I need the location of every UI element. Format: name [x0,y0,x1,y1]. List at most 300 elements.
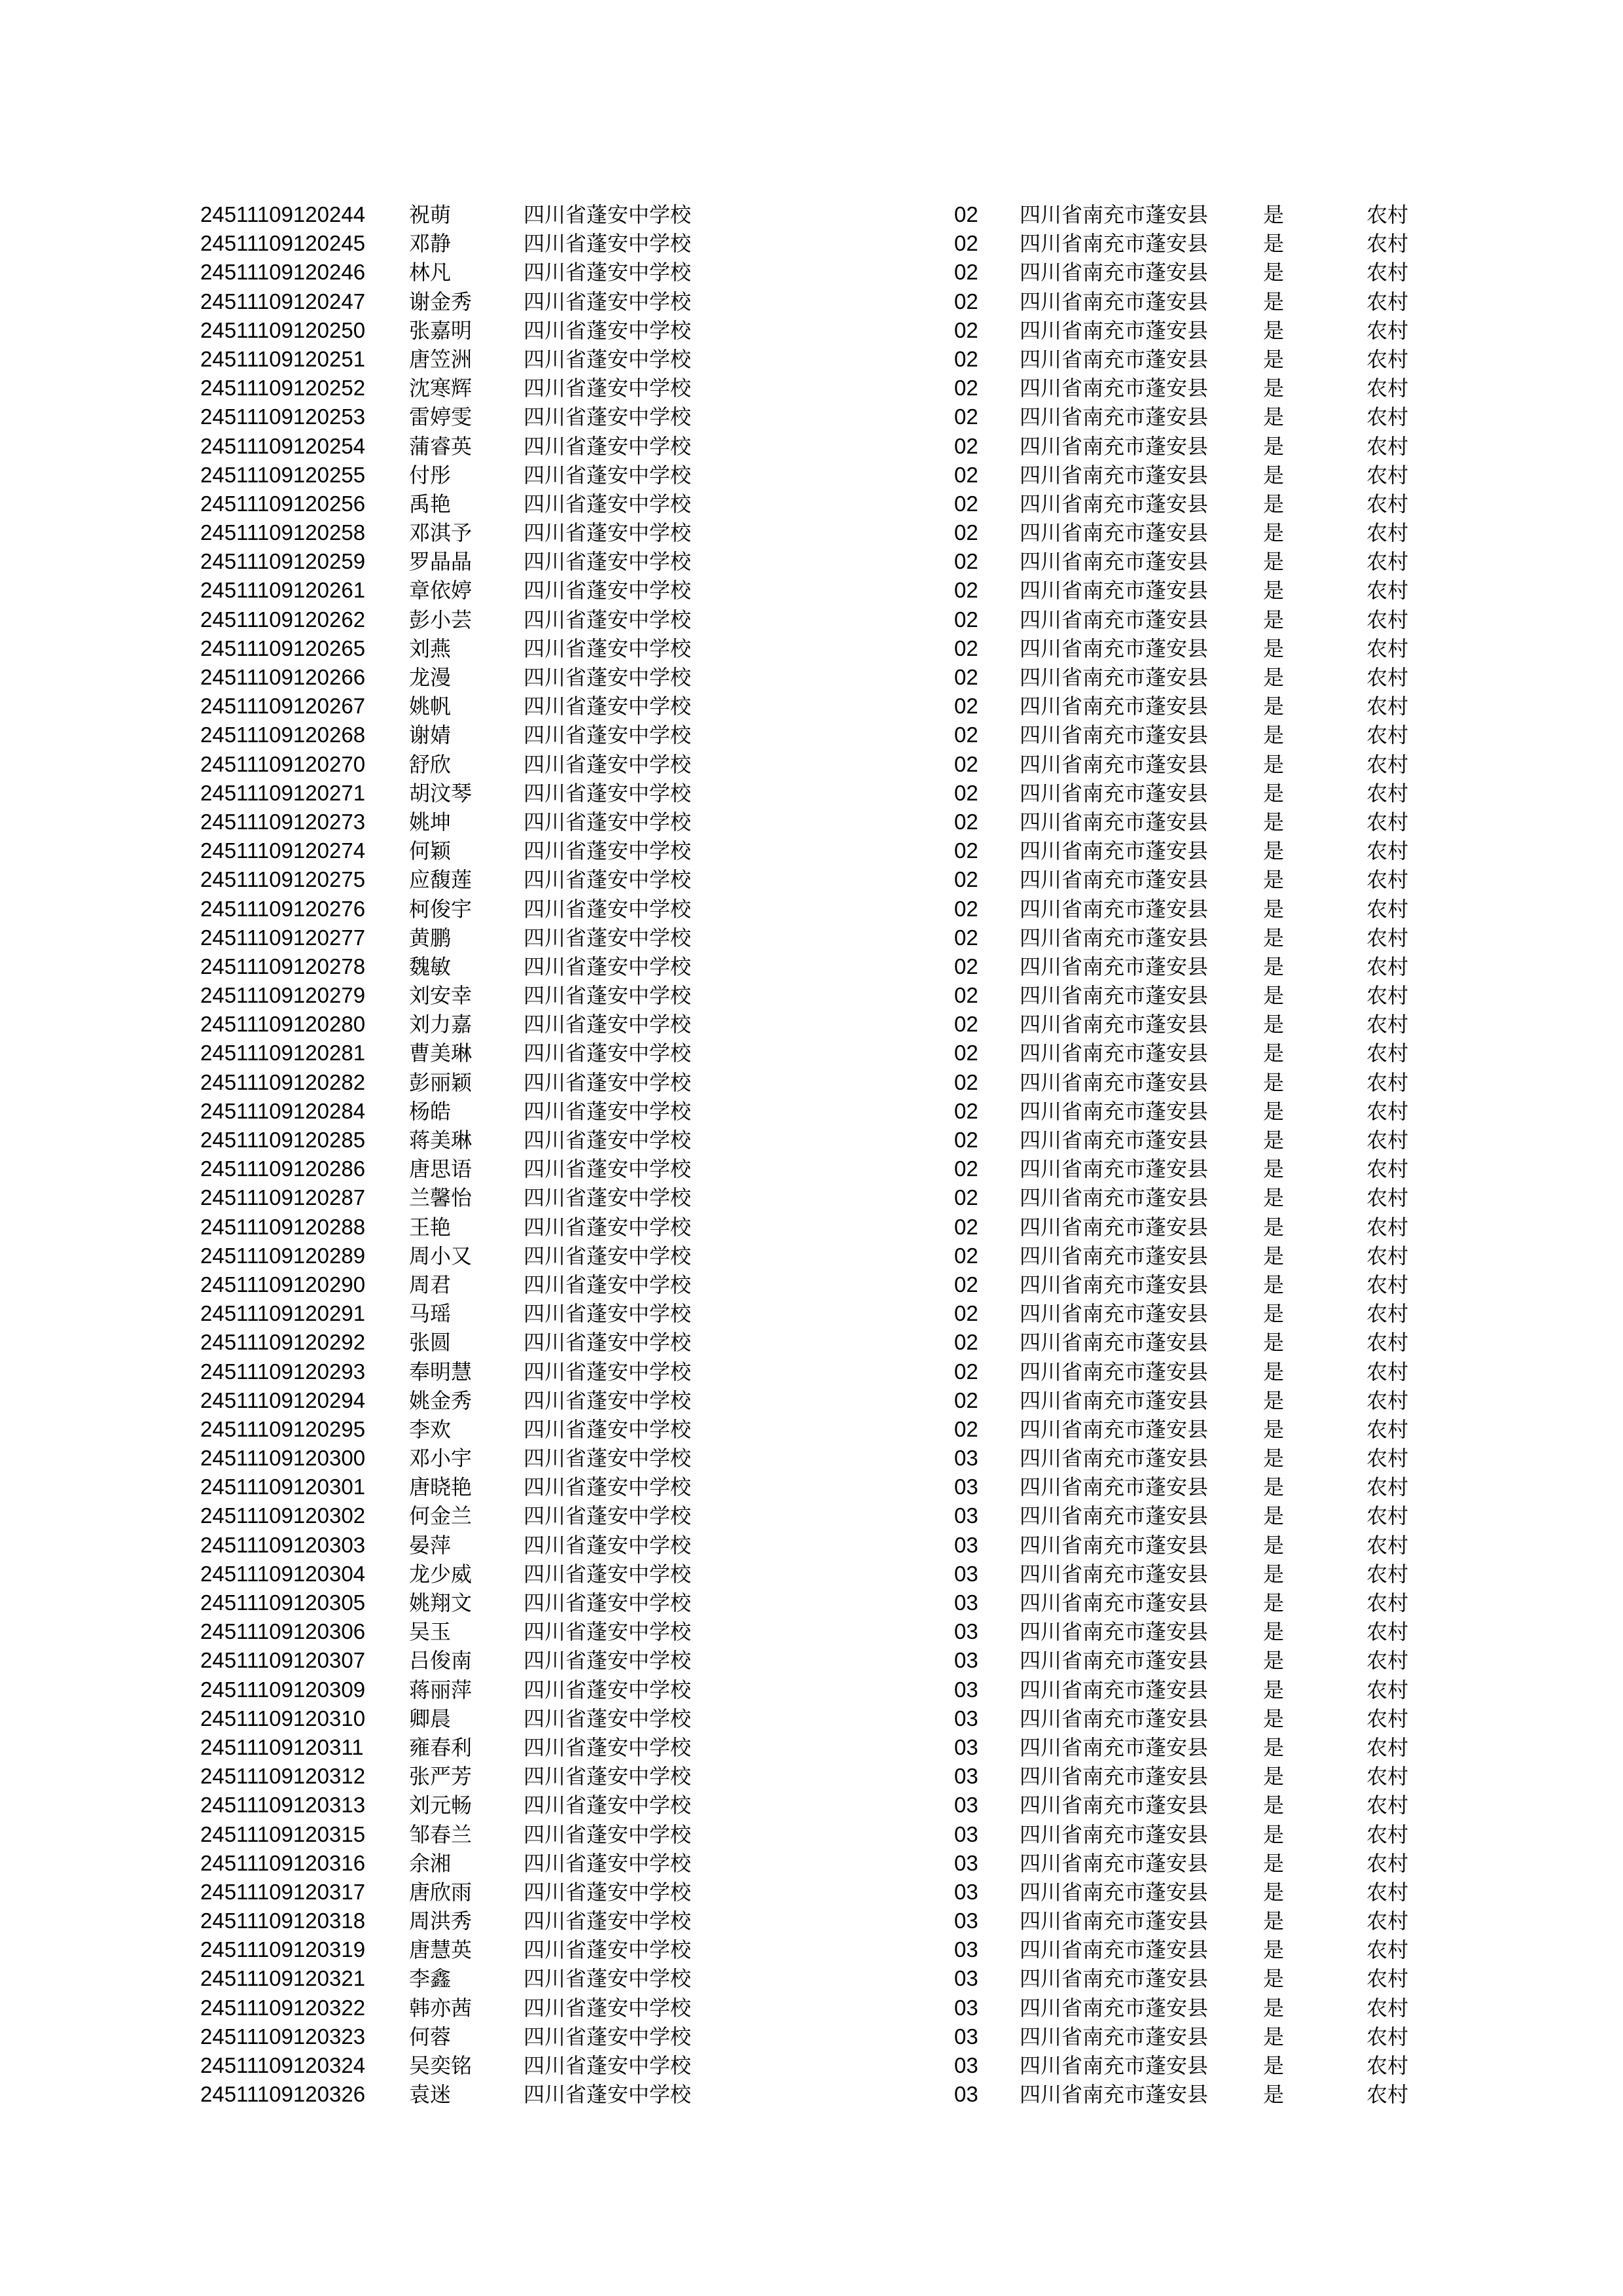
table-row [0,1155,1623,1183]
school-cell: 四川省蓬安中学校 [524,2053,692,2078]
student-name-cell: 何蓉 [409,2024,452,2049]
region-cell: 四川省南充市蓬安县 [1020,404,1209,430]
table-row [0,1935,1623,1964]
flag-cell: 是 [1263,1619,1285,1645]
school-cell: 四川省蓬安中学校 [524,665,692,690]
exam-number-cell: 24511109120307 [200,1648,366,1673]
flag-cell: 是 [1263,491,1285,516]
table-row [0,1183,1623,1212]
exam-number-cell: 24511109120289 [200,1243,366,1268]
area-type-cell: 农村 [1366,317,1409,343]
school-cell: 四川省蓬安中学校 [524,838,692,864]
student-name-cell: 胡汶琴 [409,780,473,806]
code-cell: 03 [954,1995,978,2020]
school-cell: 四川省蓬安中学校 [524,2024,692,2049]
exam-number-cell: 24511109120294 [200,1388,366,1412]
table-row [0,1994,1623,2022]
area-type-cell: 农村 [1366,1937,1409,1963]
school-cell: 四川省蓬安中学校 [524,1330,692,1355]
area-type-cell: 农村 [1366,1185,1409,1211]
school-cell: 四川省蓬安中学校 [524,1561,692,1587]
code-cell: 03 [954,2053,978,2077]
flag-cell: 是 [1263,289,1285,314]
region-cell: 四川省南充市蓬安县 [1020,983,1209,1009]
exam-number-cell: 24511109120251 [200,346,366,371]
region-cell: 四川省南充市蓬安县 [1020,809,1209,834]
exam-number-cell: 24511109120291 [200,1301,366,1326]
exam-number-cell: 24511109120268 [200,723,366,747]
student-name-cell: 姚帆 [409,694,452,719]
exam-number-cell: 24511109120282 [200,1069,366,1094]
region-cell: 四川省南充市蓬安县 [1020,1272,1209,1297]
flag-cell: 是 [1263,1850,1285,1876]
student-name-cell: 彭丽颖 [409,1069,473,1095]
exam-number-cell: 24511109120267 [200,694,366,719]
school-cell: 四川省蓬安中学校 [524,404,692,430]
code-cell: 03 [954,1503,978,1528]
flag-cell: 是 [1263,1937,1285,1963]
student-name-cell: 王艳 [409,1214,452,1240]
code-cell: 03 [954,1446,978,1471]
student-name-cell: 唐晓艳 [409,1475,473,1500]
exam-number-cell: 24511109120275 [200,867,366,892]
area-type-cell: 农村 [1366,346,1409,372]
exam-number-cell: 24511109120266 [200,665,366,689]
school-cell: 四川省蓬安中学校 [524,1619,692,1645]
table-row [0,1676,1623,1704]
table-row [0,1097,1623,1126]
exam-number-cell: 24511109120270 [200,751,366,776]
exam-number-cell: 24511109120253 [200,404,366,429]
region-cell: 四川省南充市蓬安县 [1020,867,1209,893]
region-cell: 四川省南充市蓬安县 [1020,2082,1209,2108]
school-cell: 四川省蓬安中学校 [524,1157,692,1182]
code-cell: 02 [954,1185,978,1210]
area-type-cell: 农村 [1366,896,1409,922]
region-cell: 四川省南充市蓬安县 [1020,1243,1209,1268]
table-row [0,1791,1623,1820]
code-cell: 02 [954,549,978,574]
region-cell: 四川省南充市蓬安县 [1020,1214,1209,1240]
school-cell: 四川省蓬安中学校 [524,491,692,516]
school-cell: 四川省蓬安中学校 [524,954,692,979]
region-cell: 四川省南充市蓬安县 [1020,838,1209,864]
area-type-cell: 农村 [1366,751,1409,777]
exam-number-cell: 24511109120262 [200,607,366,632]
exam-number-cell: 24511109120284 [200,1098,366,1123]
area-type-cell: 农村 [1366,1590,1409,1615]
region-cell: 四川省南充市蓬安县 [1020,780,1209,806]
area-type-cell: 农村 [1366,1619,1409,1645]
exam-number-cell: 24511109120281 [200,1041,366,1066]
table-row [0,200,1623,229]
area-type-cell: 农村 [1366,1098,1409,1124]
flag-cell: 是 [1263,1041,1285,1066]
code-cell: 03 [954,1677,978,1702]
school-cell: 四川省蓬安中学校 [524,780,692,806]
area-type-cell: 农村 [1366,1041,1409,1066]
code-cell: 02 [954,1301,978,1326]
region-cell: 四川省南充市蓬安县 [1020,2053,1209,2078]
region-cell: 四川省南充市蓬安县 [1020,289,1209,314]
area-type-cell: 农村 [1366,2082,1409,2108]
table-row [0,1964,1623,1993]
table-row [0,1617,1623,1646]
flag-cell: 是 [1263,1446,1285,1471]
student-name-cell: 林凡 [409,260,452,285]
student-name-cell: 韩亦茜 [409,1995,473,2020]
area-type-cell: 农村 [1366,1677,1409,1702]
region-cell: 四川省南充市蓬安县 [1020,376,1209,401]
school-cell: 四川省蓬安中学校 [524,1648,692,1674]
code-cell: 02 [954,751,978,776]
exam-number-cell: 24511109120252 [200,376,366,401]
exam-number-cell: 24511109120302 [200,1503,366,1528]
flag-cell: 是 [1263,1069,1285,1095]
exam-number-cell: 24511109120310 [200,1706,366,1731]
student-name-cell: 付彤 [409,462,452,488]
exam-number-cell: 24511109120277 [200,925,366,950]
flag-cell: 是 [1263,2082,1285,2108]
table-row [0,692,1623,721]
table-row [0,287,1623,316]
code-cell: 03 [954,1764,978,1789]
flag-cell: 是 [1263,1503,1285,1529]
student-name-cell: 张嘉明 [409,317,473,343]
table-row [0,518,1623,547]
region-cell: 四川省南充市蓬安县 [1020,1764,1209,1789]
exam-number-cell: 24511109120287 [200,1185,366,1210]
flag-cell: 是 [1263,1734,1285,1760]
code-cell: 03 [954,1532,978,1557]
student-name-cell: 舒欣 [409,751,452,777]
table-row [0,1762,1623,1791]
school-cell: 四川省蓬安中学校 [524,520,692,546]
exam-number-cell: 24511109120256 [200,491,366,516]
school-cell: 四川省蓬安中学校 [524,809,692,834]
code-cell: 02 [954,376,978,401]
area-type-cell: 农村 [1366,1532,1409,1558]
table-row [0,1907,1623,1935]
area-type-cell: 农村 [1366,665,1409,690]
student-name-cell: 邹春兰 [409,1821,473,1847]
exam-number-cell: 24511109120244 [200,202,366,226]
table-row [0,1733,1623,1762]
school-cell: 四川省蓬安中学校 [524,636,692,661]
table-row [0,547,1623,576]
school-cell: 四川省蓬安中学校 [524,578,692,603]
region-cell: 四川省南充市蓬安县 [1020,1734,1209,1760]
table-row [0,1039,1623,1067]
code-cell: 02 [954,809,978,834]
code-cell: 02 [954,1214,978,1239]
area-type-cell: 农村 [1366,404,1409,430]
area-type-cell: 农村 [1366,549,1409,575]
table-row [0,1531,1623,1560]
flag-cell: 是 [1263,636,1285,661]
school-cell: 四川省蓬安中学校 [524,723,692,748]
school-cell: 四川省蓬安中学校 [524,433,692,459]
school-cell: 四川省蓬安中学校 [524,1966,692,1992]
area-type-cell: 农村 [1366,1793,1409,1818]
area-type-cell: 农村 [1366,1764,1409,1789]
table-row [0,1501,1623,1530]
exam-number-cell: 24511109120250 [200,317,366,342]
exam-number-cell: 24511109120261 [200,578,366,603]
table-row [0,432,1623,461]
area-type-cell: 农村 [1366,1909,1409,1934]
code-cell: 02 [954,202,978,226]
flag-cell: 是 [1263,867,1285,893]
region-cell: 四川省南充市蓬安县 [1020,723,1209,748]
student-name-cell: 应馥莲 [409,867,473,893]
table-row [0,1704,1623,1733]
region-cell: 四川省南充市蓬安县 [1020,751,1209,777]
exam-number-cell: 24511109120319 [200,1937,366,1962]
exam-number-cell: 24511109120255 [200,462,366,487]
student-name-cell: 章依婷 [409,578,473,603]
area-type-cell: 农村 [1366,1734,1409,1760]
school-cell: 四川省蓬安中学校 [524,1128,692,1153]
region-cell: 四川省南充市蓬安县 [1020,1821,1209,1847]
school-cell: 四川省蓬安中学校 [524,1475,692,1500]
code-cell: 02 [954,1272,978,1297]
region-cell: 四川省南充市蓬安县 [1020,1475,1209,1500]
flag-cell: 是 [1263,1098,1285,1124]
table-row [0,952,1623,981]
code-cell: 02 [954,1416,978,1441]
area-type-cell: 农村 [1366,636,1409,661]
student-name-cell: 杨皓 [409,1098,452,1124]
code-cell: 02 [954,1388,978,1412]
code-cell: 02 [954,1359,978,1384]
student-name-cell: 唐思语 [409,1157,473,1182]
school-cell: 四川省蓬安中学校 [524,867,692,893]
school-cell: 四川省蓬安中学校 [524,1041,692,1066]
area-type-cell: 农村 [1366,2053,1409,2078]
student-name-cell: 张严芳 [409,1764,473,1789]
exam-number-cell: 24511109120274 [200,838,366,863]
school-cell: 四川省蓬安中学校 [524,925,692,950]
area-type-cell: 农村 [1366,462,1409,488]
region-cell: 四川省南充市蓬安县 [1020,462,1209,488]
area-type-cell: 农村 [1366,1388,1409,1413]
flag-cell: 是 [1263,202,1285,227]
student-name-cell: 龙漫 [409,665,452,690]
region-cell: 四川省南充市蓬安县 [1020,317,1209,343]
code-cell: 02 [954,925,978,950]
code-cell: 03 [954,1850,978,1875]
exam-number-cell: 24511109120312 [200,1764,366,1789]
flag-cell: 是 [1263,1330,1285,1355]
flag-cell: 是 [1263,809,1285,834]
flag-cell: 是 [1263,578,1285,603]
student-name-cell: 罗晶晶 [409,549,473,575]
student-name-cell: 刘元畅 [409,1793,473,1818]
school-cell: 四川省蓬安中学校 [524,1185,692,1211]
table-row [0,1588,1623,1617]
region-cell: 四川省南充市蓬安县 [1020,1041,1209,1066]
area-type-cell: 农村 [1366,925,1409,950]
code-cell: 02 [954,1330,978,1355]
code-cell: 02 [954,607,978,632]
region-cell: 四川省南充市蓬安县 [1020,1301,1209,1327]
flag-cell: 是 [1263,694,1285,719]
code-cell: 02 [954,694,978,719]
code-cell: 03 [954,1590,978,1615]
area-type-cell: 农村 [1366,1821,1409,1847]
table-row [0,1820,1623,1849]
school-cell: 四川省蓬安中学校 [524,549,692,575]
area-type-cell: 农村 [1366,1995,1409,2020]
region-cell: 四川省南充市蓬安县 [1020,433,1209,459]
area-type-cell: 农村 [1366,780,1409,806]
code-cell: 03 [954,1966,978,1991]
area-type-cell: 农村 [1366,1012,1409,1037]
region-cell: 四川省南充市蓬安县 [1020,231,1209,257]
student-name-cell: 李鑫 [409,1966,452,1992]
school-cell: 四川省蓬安中学校 [524,1734,692,1760]
table-row [0,924,1623,952]
student-name-cell: 吕俊南 [409,1648,473,1674]
school-cell: 四川省蓬安中学校 [524,896,692,922]
flag-cell: 是 [1263,1301,1285,1327]
region-cell: 四川省南充市蓬安县 [1020,260,1209,285]
table-row [0,1328,1623,1357]
school-cell: 四川省蓬安中学校 [524,1388,692,1413]
school-cell: 四川省蓬安中学校 [524,1301,692,1327]
exam-number-cell: 24511109120321 [200,1966,366,1991]
student-name-cell: 刘燕 [409,636,452,661]
code-cell: 02 [954,636,978,660]
area-type-cell: 农村 [1366,231,1409,257]
exam-number-cell: 24511109120278 [200,954,366,978]
exam-number-cell: 24511109120259 [200,549,366,574]
flag-cell: 是 [1263,983,1285,1009]
student-name-cell: 姚翔文 [409,1590,473,1615]
code-cell: 02 [954,1128,978,1152]
flag-cell: 是 [1263,1012,1285,1037]
student-name-cell: 柯俊宇 [409,896,473,922]
area-type-cell: 农村 [1366,983,1409,1009]
student-name-cell: 黄鹏 [409,925,452,950]
student-name-cell: 唐慧英 [409,1937,473,1963]
flag-cell: 是 [1263,462,1285,488]
table-row [0,403,1623,431]
exam-number-cell: 24511109120305 [200,1590,366,1615]
exam-number-cell: 24511109120290 [200,1272,366,1297]
area-type-cell: 农村 [1366,723,1409,748]
exam-number-cell: 24511109120304 [200,1561,366,1586]
student-name-cell: 唐笠洲 [409,346,473,372]
area-type-cell: 农村 [1366,2024,1409,2049]
exam-number-cell: 24511109120279 [200,983,366,1008]
table-row [0,779,1623,808]
code-cell: 02 [954,231,978,256]
area-type-cell: 农村 [1366,1850,1409,1876]
student-name-cell: 魏敏 [409,954,452,979]
area-type-cell: 农村 [1366,1966,1409,1992]
flag-cell: 是 [1263,1532,1285,1558]
flag-cell: 是 [1263,1128,1285,1153]
flag-cell: 是 [1263,1185,1285,1211]
region-cell: 四川省南充市蓬安县 [1020,2024,1209,2049]
table-row [0,461,1623,490]
region-cell: 四川省南充市蓬安县 [1020,1793,1209,1818]
area-type-cell: 农村 [1366,1214,1409,1240]
table-row [0,634,1623,663]
student-name-cell: 沈寒辉 [409,376,473,401]
code-cell: 02 [954,491,978,516]
code-cell: 03 [954,1937,978,1962]
school-cell: 四川省蓬安中学校 [524,1214,692,1240]
student-name-cell: 邓小宇 [409,1446,473,1471]
school-cell: 四川省蓬安中学校 [524,983,692,1009]
region-cell: 四川省南充市蓬安县 [1020,1446,1209,1471]
exam-number-cell: 24511109120271 [200,780,366,805]
table-row [0,2051,1623,2080]
flag-cell: 是 [1263,433,1285,459]
flag-cell: 是 [1263,1995,1285,2020]
code-cell: 03 [954,2082,978,2107]
exam-number-cell: 24511109120254 [200,433,366,458]
code-cell: 02 [954,1243,978,1268]
region-cell: 四川省南充市蓬安县 [1020,1706,1209,1731]
school-cell: 四川省蓬安中学校 [524,346,692,372]
area-type-cell: 农村 [1366,1243,1409,1268]
region-cell: 四川省南充市蓬安县 [1020,549,1209,575]
exam-number-cell: 24511109120323 [200,2024,366,2049]
table-row [0,1299,1623,1328]
exam-number-cell: 24511109120295 [200,1416,366,1441]
area-type-cell: 农村 [1366,838,1409,864]
region-cell: 四川省南充市蓬安县 [1020,1995,1209,2020]
student-name-cell: 马瑶 [409,1301,452,1327]
flag-cell: 是 [1263,665,1285,690]
area-type-cell: 农村 [1366,867,1409,893]
flag-cell: 是 [1263,1706,1285,1731]
flag-cell: 是 [1263,1821,1285,1847]
exam-number-cell: 24511109120247 [200,289,366,314]
school-cell: 四川省蓬安中学校 [524,1416,692,1442]
area-type-cell: 农村 [1366,1359,1409,1384]
student-name-cell: 唐欣雨 [409,1879,473,1905]
table-row [0,981,1623,1010]
school-cell: 四川省蓬安中学校 [524,1590,692,1615]
table-row [0,605,1623,634]
student-name-cell: 奉明慧 [409,1359,473,1384]
area-type-cell: 农村 [1366,578,1409,603]
student-name-cell: 祝萌 [409,202,452,227]
flag-cell: 是 [1263,1214,1285,1240]
table-row [0,1849,1623,1878]
table-row [0,1213,1623,1242]
flag-cell: 是 [1263,1909,1285,1934]
exam-number-cell: 24511109120265 [200,636,366,660]
exam-number-cell: 24511109120246 [200,260,366,285]
area-type-cell: 农村 [1366,376,1409,401]
area-type-cell: 农村 [1366,433,1409,459]
school-cell: 四川省蓬安中学校 [524,1937,692,1963]
area-type-cell: 农村 [1366,1272,1409,1297]
exam-number-cell: 24511109120285 [200,1128,366,1152]
area-type-cell: 农村 [1366,1706,1409,1731]
exam-number-cell: 24511109120309 [200,1677,366,1702]
flag-cell: 是 [1263,1879,1285,1905]
exam-number-cell: 24511109120288 [200,1214,366,1239]
school-cell: 四川省蓬安中学校 [524,1098,692,1124]
exam-number-cell: 24511109120317 [200,1879,366,1904]
